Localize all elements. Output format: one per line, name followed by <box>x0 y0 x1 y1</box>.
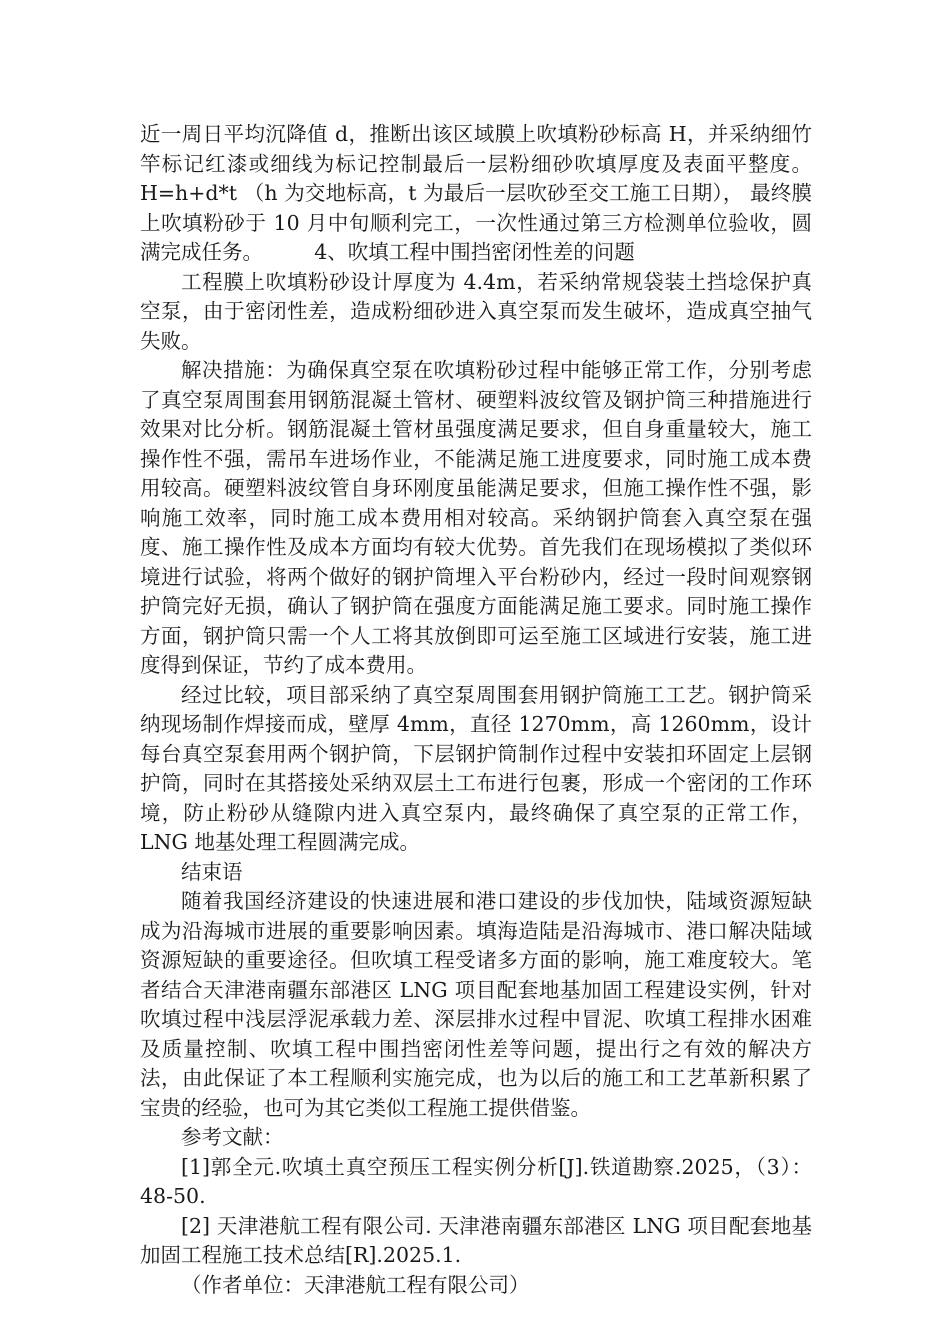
paragraph-enclosure-problem: 工程膜上吹填粉砂设计厚度为 4.4m，若采纳常规袋装土挡埝保护真空泵，由于密闭性差，造成粉细砂进入真空泵而发生破坏，造成真空抽气失败。 <box>140 269 812 353</box>
author-affiliation: （作者单位：天津港航工程有限公司） <box>181 1272 530 1297</box>
reference-item-1: [1]郭全元.吹填土真空预压工程实例分析[J].铁道勘察.2025，（3）：48-50. <box>140 1154 812 1208</box>
paragraph-conclusion: 随着我国经济建设的快速进展和港口建设的步伐加快，陆域资源短缺成为沿海城市进展的重要影响因素。填海造陆是沿海城市、港口解决陆域资源短缺的重要途径。但吹填工程受诸多方面的影响，施工难度较大。笔者结合天津港南疆东部港区 LNG 项目配套地基加固工程建设实例，针对吹填过程中浅层浮泥承载力差、深层排水过程中冒泥、吹填工程排水困难及质量控制、吹填工程中围挡密闭性差等问题，提出行之有效的解决方法，由此保证了本工程顺利实施完成，也为以后的施工和工艺革新积累了宝贵的经验，也可为其它类似工程施工提供借鉴。 <box>140 889 812 1120</box>
paragraph-solution-measures: 解决措施：为确保真空泵在吹填粉砂过程中能够正常工作，分别考虑了真空泵周围套用钢筋混凝土管材、硬塑料波纹管及钢护筒三种措施进行效果对比分析。钢筋混凝土管材虽强度满足要求，但自身重量较大，施工操作性不强，需吊车进场作业，不能满足施工进度要求，同时施工成本费用较高。硬塑料波纹管自身环刚度虽能满足要求，但施工操作性不强，影响施工效率，同时施工成本费用相对较高。采纳钢护筒套入真空泵在强度、施工操作性及成本方面均有较大优势。首先我们在现场模拟了类似环境进行试验，将两个做好的钢护筒埋入平台粉砂内，经过一段时间观察钢护筒完好无损，确认了钢护筒在强度方面能满足施工要求。同时施工操作方面，钢护筒只需一个人工将其放倒即可运至施工区域进行安装，施工进度得到保证，节约了成本费用。 <box>140 358 812 677</box>
paragraph-steel-casing-process: 经过比较，项目部采纳了真空泵周围套用钢护筒施工工艺。钢护筒采纳现场制作焊接而成，壁厚 4mm，直径 1270mm，高 1260mm，设计每台真空泵套用两个钢护筒，下层钢护筒制作过程中安装扣环固定上层钢护筒，同时在其搭接处采纳双层土工布进行包裹，形成一个密闭的工作环境，防止粉砂从缝隙内进入真空泵内，最终确保了真空泵的正常工作，LNG 地基处理工程圆满完成。 <box>140 682 812 854</box>
paragraph-settlement-control: 近一周日平均沉降值 d，推断出该区域膜上吹填粉砂标高 H，并采纳细竹竿标记红漆或细线为标记控制最后一层粉细砂吹填厚度及表面平整度。 H=h+d*t （h 为交地标高，t 为最后一层吹砂至交工施工日期）， 最终膜上吹填粉砂于 10 月中旬顺利完工，一次性通过第三方检测单位验收，圆满完成任务。 4、吹填工程中围挡密闭性差的问题 <box>140 122 812 264</box>
reference-item-2: [2] 天津港航工程有限公司. 天津港南疆东部港区 LNG 项目配套地基加固工程施工技术总结[R].2025.1. <box>140 1213 812 1267</box>
heading-references: 参考文献： <box>181 1125 284 1149</box>
heading-conclusion: 结束语 <box>181 859 243 884</box>
document-page <box>140 120 812 1300</box>
